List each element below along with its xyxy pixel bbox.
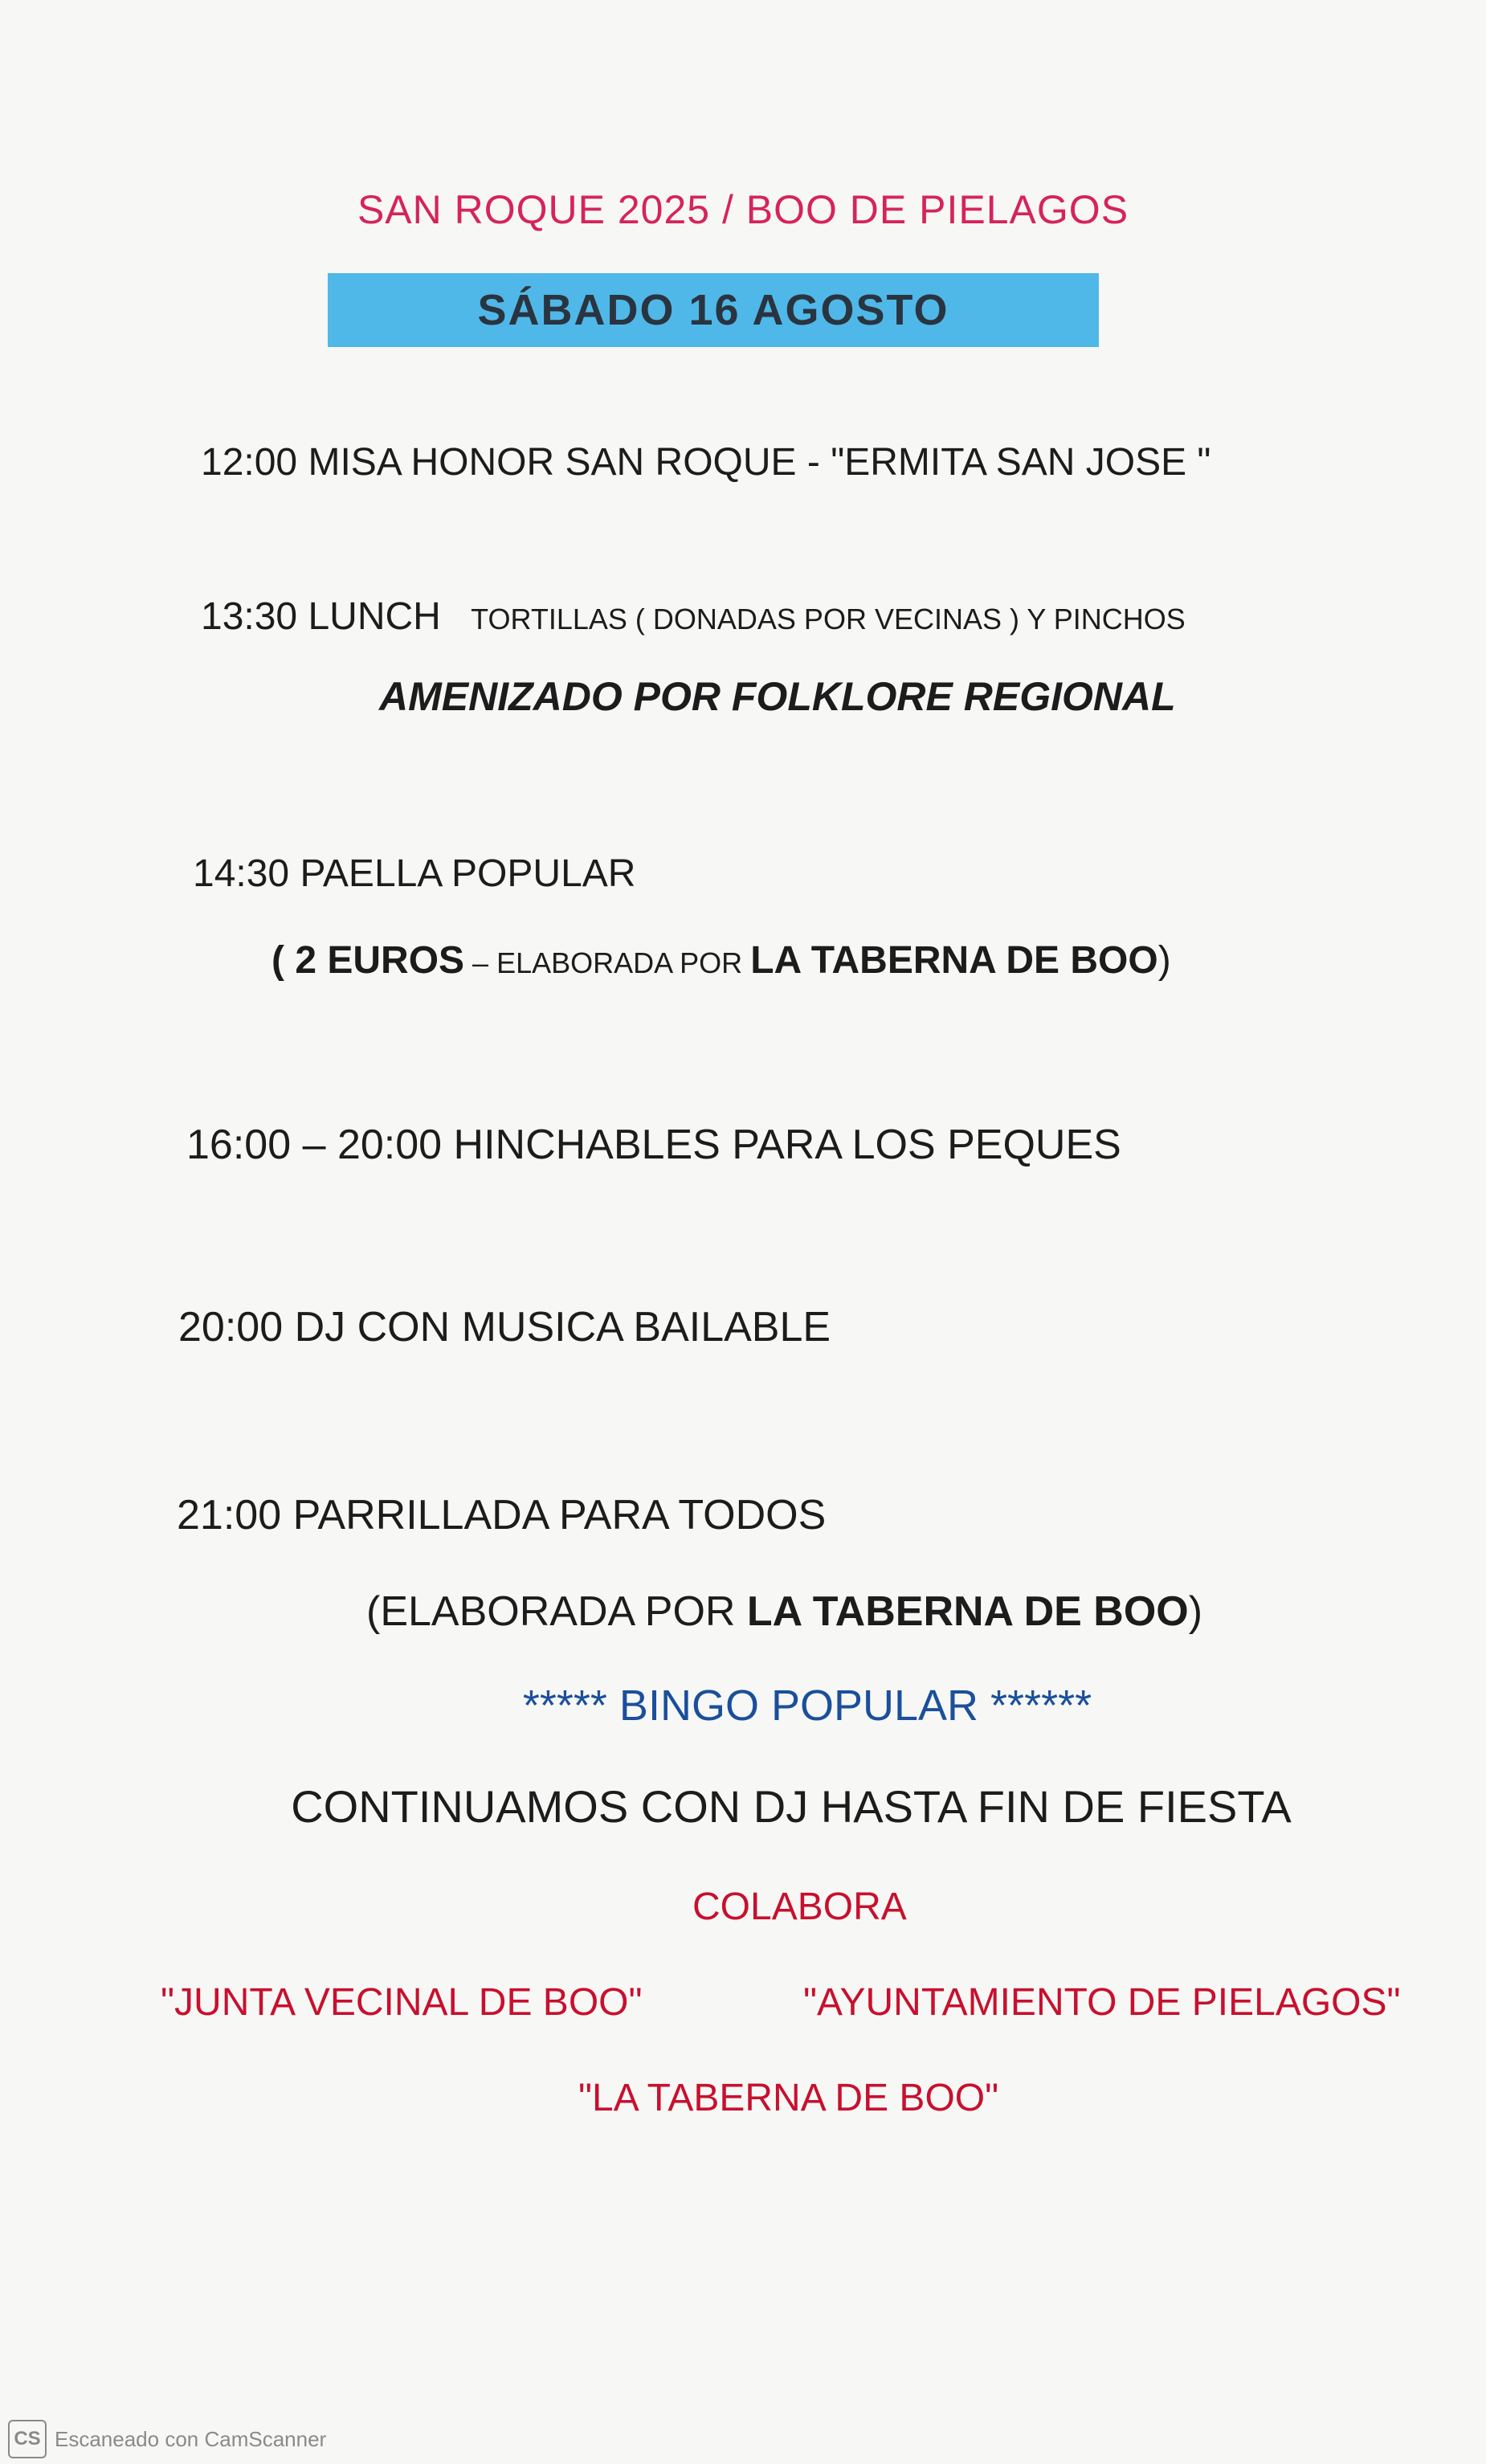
parrillada-close: ) bbox=[1188, 1588, 1203, 1635]
parrillada-by: LA TABERNA DE BOO bbox=[746, 1588, 1189, 1635]
scanner-watermark bbox=[8, 2420, 326, 2458]
lunch-time: 13:30 LUNCH bbox=[201, 595, 441, 638]
parrillada-detail bbox=[366, 1588, 1202, 1636]
paella-close: ) bbox=[1157, 939, 1171, 982]
paella-price: ( 2 EUROS bbox=[271, 939, 465, 982]
colabora-label: COLABORA bbox=[692, 1886, 907, 1928]
schedule-hinchables: 16:00 – 20:00 HINCHABLES PARA LOS PEQUES bbox=[186, 1122, 1121, 1168]
schedule-parrillada: 21:00 PARRILLADA PARA TODOS bbox=[177, 1492, 827, 1538]
paella-detail bbox=[271, 938, 1171, 983]
lunch-music: AMENIZADO POR FOLKLORE REGIONAL bbox=[379, 674, 1176, 719]
sponsor-ayuntamiento: "AYUNTAMIENTO DE PIELAGOS" bbox=[803, 1981, 1401, 2024]
continuamos-label: CONTINUAMOS CON DJ HASTA FIN DE FIESTA bbox=[291, 1781, 1292, 1832]
parrillada-open: (ELABORADA POR bbox=[366, 1588, 747, 1635]
schedule-misa: 12:00 MISA HONOR SAN ROQUE - "ERMITA SAN JOSE " bbox=[201, 441, 1211, 484]
sponsor-taberna: "LA TABERNA DE BOO" bbox=[578, 2077, 999, 2119]
schedule-dj: 20:00 DJ CON MUSICA BAILABLE bbox=[178, 1304, 831, 1351]
event-title: SAN ROQUE 2025 / BOO DE PIELAGOS bbox=[357, 187, 1129, 232]
schedule-paella: 14:30 PAELLA POPULAR bbox=[193, 852, 636, 895]
date-label: SÁBADO 16 AGOSTO bbox=[477, 286, 949, 334]
paella-by: LA TABERNA DE BOO bbox=[750, 939, 1158, 982]
paella-mid: – ELABORADA POR bbox=[464, 946, 751, 979]
bingo-label: ***** BINGO POPULAR ****** bbox=[522, 1681, 1092, 1730]
lunch-detail: TORTILLAS ( DONADAS POR VECINAS ) Y PINCHOS bbox=[471, 603, 1186, 635]
date-banner bbox=[328, 273, 1099, 347]
schedule-lunch bbox=[201, 595, 1186, 639]
sponsor-junta: "JUNTA VECINAL DE BOO" bbox=[161, 1981, 643, 2024]
camscanner-logo-icon: CS bbox=[8, 2420, 47, 2458]
watermark-text: Escaneado con CamScanner bbox=[55, 2426, 327, 2451]
